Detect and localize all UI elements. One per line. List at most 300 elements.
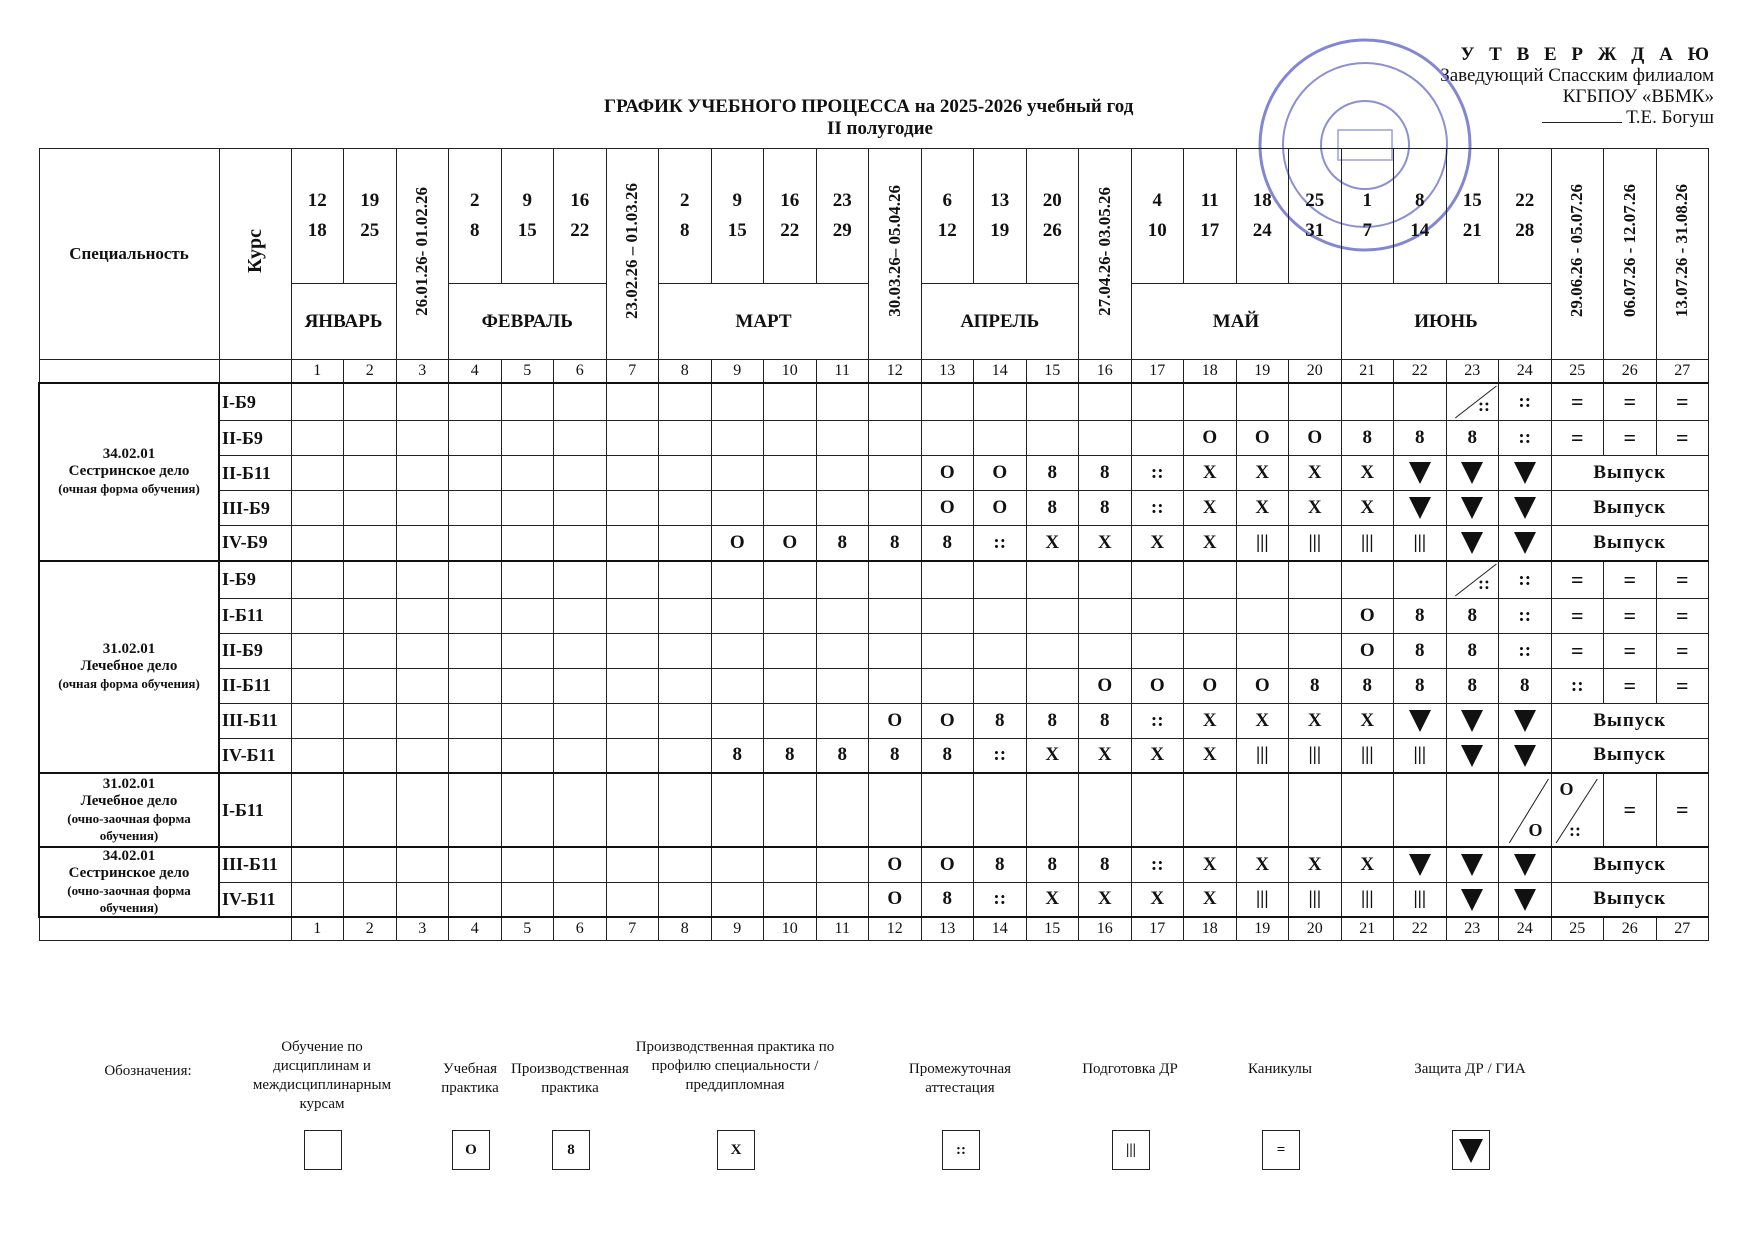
- schedule-cell: ::: [1131, 491, 1184, 526]
- schedule-cell: [606, 773, 659, 847]
- schedule-cell: [659, 847, 712, 882]
- schedule-cell: [501, 456, 554, 491]
- defense-marker: [1409, 462, 1431, 484]
- schedule-cell: O: [869, 847, 922, 882]
- schedule-cell: [554, 456, 607, 491]
- schedule-cell: [711, 491, 764, 526]
- schedule-cell: [344, 882, 397, 917]
- schedule-cell: O: [869, 882, 922, 917]
- schedule-cell: 8: [974, 703, 1027, 738]
- column-number: 17: [1131, 360, 1184, 384]
- schedule-cell: [1289, 773, 1342, 847]
- column-number: 18: [1184, 917, 1237, 941]
- header-week-dates: 2 8: [449, 149, 502, 284]
- schedule-cell: [554, 773, 607, 847]
- schedule-cell: [291, 668, 344, 703]
- schedule-cell: ::: [1446, 383, 1499, 421]
- schedule-cell: X: [1341, 456, 1394, 491]
- course-cell: III-Б9: [219, 491, 291, 526]
- column-number: 9: [711, 917, 764, 941]
- specialty-cell: [39, 773, 219, 847]
- legend-symbol: О: [452, 1130, 490, 1170]
- header-specialty: Специальность: [39, 149, 219, 360]
- schedule-cell: ::: [1499, 598, 1552, 633]
- schedule-cell: |||: [1289, 882, 1342, 917]
- schedule-cell: [1079, 383, 1132, 421]
- schedule-cell: [711, 598, 764, 633]
- schedule-cell: [974, 773, 1027, 847]
- course-cell: III-Б11: [219, 703, 291, 738]
- schedule-cell: [501, 526, 554, 561]
- legend-label: Производственная практика по профилю специальности / преддипломная: [635, 1039, 835, 1093]
- schedule-cell: ::: [1131, 847, 1184, 882]
- schedule-cell: ::: [1131, 456, 1184, 491]
- schedule-cell: [396, 668, 449, 703]
- course-cell: IV-Б9: [219, 526, 291, 561]
- specialty-code: 31.02.01: [102, 641, 156, 658]
- specialty-name: Сестринское дело: [68, 865, 190, 881]
- schedule-cell: =: [1551, 421, 1604, 456]
- schedule-cell: [921, 383, 974, 421]
- schedule-cell: |||: [1289, 526, 1342, 561]
- schedule-cell: [449, 383, 502, 421]
- schedule-cell: [711, 421, 764, 456]
- schedule-cell: O: [1341, 633, 1394, 668]
- header-week-dates: 1 7: [1341, 149, 1394, 284]
- schedule-cell: [396, 882, 449, 917]
- schedule-cell: X: [1184, 703, 1237, 738]
- legend-label: Каникулы: [1248, 1061, 1312, 1077]
- schedule-cell: O: [921, 491, 974, 526]
- defense-marker: [1461, 497, 1483, 519]
- defense-marker: [1461, 745, 1483, 767]
- schedule-cell: [711, 456, 764, 491]
- schedule-cell: [1394, 383, 1447, 421]
- header-month-mar: МАРТ: [659, 284, 869, 360]
- column-number: 20: [1289, 917, 1342, 941]
- schedule-cell: [1079, 633, 1132, 668]
- defense-marker: [1514, 710, 1536, 732]
- header-week-range: 06.07.26 - 12.07.26: [1604, 149, 1657, 360]
- specialty-form: (очно-заочная форма обучения): [67, 883, 191, 915]
- legend-label: Промежуточная аттестация: [908, 1061, 1012, 1096]
- schedule-cell: O: [1184, 421, 1237, 456]
- schedule-cell: =: [1604, 421, 1657, 456]
- schedule-cell: [1446, 456, 1499, 491]
- column-number: 4: [449, 360, 502, 384]
- schedule-cell: [501, 598, 554, 633]
- graduation-cell: Выпуск: [1551, 526, 1709, 561]
- legend-symbol: [304, 1130, 342, 1170]
- schedule-cell: O: [921, 703, 974, 738]
- header-month-jan: ЯНВАРЬ: [291, 284, 396, 360]
- column-number: 23: [1446, 917, 1499, 941]
- schedule-cell: [869, 491, 922, 526]
- schedule-cell: [449, 847, 502, 882]
- schedule-cell: O: [1236, 668, 1289, 703]
- column-number: 10: [764, 917, 817, 941]
- schedule-cell: [1184, 598, 1237, 633]
- schedule-cell: [921, 598, 974, 633]
- schedule-cell: [344, 456, 397, 491]
- schedule-cell: [974, 561, 1027, 599]
- schedule-cell: X: [1236, 456, 1289, 491]
- column-number: 13: [921, 917, 974, 941]
- header-month-apr: АПРЕЛЬ: [921, 284, 1079, 360]
- course-cell: I-Б11: [219, 598, 291, 633]
- schedule-cell: [449, 773, 502, 847]
- schedule-cell: [659, 598, 712, 633]
- schedule-cell: [606, 456, 659, 491]
- schedule-cell: [344, 561, 397, 599]
- schedule-cell: [1236, 561, 1289, 599]
- schedule-cell: |||: [1394, 882, 1447, 917]
- numbers-spacer: [39, 917, 291, 941]
- column-number: 2: [344, 917, 397, 941]
- approval-title: У Т В Е Р Ж Д А Ю: [1460, 44, 1714, 65]
- header-week-dates: 20 26: [1026, 149, 1079, 284]
- schedule-cell: [1079, 421, 1132, 456]
- column-number: 1: [291, 917, 344, 941]
- header-week-dates: 16 22: [554, 149, 607, 284]
- schedule-cell: [1446, 847, 1499, 882]
- schedule-cell: [1184, 633, 1237, 668]
- defense-marker: [1514, 889, 1536, 911]
- schedule-cell: [1499, 526, 1552, 561]
- schedule-cell: [816, 847, 869, 882]
- column-number: 7: [606, 360, 659, 384]
- schedule-cell: [554, 668, 607, 703]
- schedule-cell: [344, 633, 397, 668]
- course-cell: II-Б11: [219, 456, 291, 491]
- header-week-dates: 15 21: [1446, 149, 1499, 284]
- signature-line: [1542, 122, 1622, 123]
- header-week-dates: 19 25: [344, 149, 397, 284]
- schedule-cell: [869, 633, 922, 668]
- schedule-cell: [344, 383, 397, 421]
- graduation-cell: Выпуск: [1551, 738, 1709, 773]
- schedule-cell: [606, 598, 659, 633]
- schedule-cell: O: [869, 703, 922, 738]
- schedule-cell: 8: [764, 738, 817, 773]
- schedule-cell: O: [921, 456, 974, 491]
- column-number: 1: [291, 360, 344, 384]
- schedule-cell: O: [1341, 598, 1394, 633]
- schedule-cell: [1446, 882, 1499, 917]
- specialty-cell: [39, 847, 219, 917]
- schedule-cell: [501, 703, 554, 738]
- schedule-cell: 8: [1394, 668, 1447, 703]
- approval-line-1: Заведующий Спасским филиалом: [1440, 65, 1714, 86]
- schedule-cell: [764, 383, 817, 421]
- legend-symbol: [1452, 1130, 1490, 1170]
- schedule-cell: [659, 703, 712, 738]
- schedule-cell: =: [1604, 561, 1657, 599]
- schedule-cell: [816, 882, 869, 917]
- header-week-range: 29.06.26 - 05.07.26: [1551, 149, 1604, 360]
- schedule-cell: [554, 633, 607, 668]
- schedule-cell: [291, 491, 344, 526]
- schedule-cell: ::: [974, 738, 1027, 773]
- schedule-cell: [606, 847, 659, 882]
- schedule-cell: [921, 668, 974, 703]
- schedule-cell: |||: [1341, 738, 1394, 773]
- legend-symbol: =: [1262, 1130, 1300, 1170]
- specialty-form: (очная форма обучения): [58, 676, 200, 692]
- header-week-dates: 6 12: [921, 149, 974, 284]
- specialty-code: 34.02.01: [102, 848, 156, 864]
- schedule-cell: =: [1551, 561, 1604, 599]
- column-number: 24: [1499, 360, 1552, 384]
- schedule-cell: ::: [974, 882, 1027, 917]
- schedule-cell: X: [1236, 847, 1289, 882]
- schedule-cell: [974, 421, 1027, 456]
- schedule-cell: [1026, 773, 1079, 847]
- column-number: 7: [606, 917, 659, 941]
- schedule-cell: [1446, 703, 1499, 738]
- schedule-cell: [659, 882, 712, 917]
- defense-marker: [1514, 462, 1536, 484]
- schedule-cell: [396, 703, 449, 738]
- schedule-cell: [921, 561, 974, 599]
- schedule-cell: 8: [921, 526, 974, 561]
- graduation-cell: Выпуск: [1551, 847, 1709, 882]
- schedule-cell: [344, 598, 397, 633]
- schedule-cell: [291, 526, 344, 561]
- column-number: 19: [1236, 360, 1289, 384]
- schedule-cell: [291, 598, 344, 633]
- specialty-code: 34.02.01: [102, 446, 156, 463]
- schedule-cell: |||: [1341, 526, 1394, 561]
- header-week-dates: 8 14: [1394, 149, 1447, 284]
- defense-marker: [1514, 497, 1536, 519]
- column-number: 14: [974, 360, 1027, 384]
- schedule-cell: [396, 421, 449, 456]
- schedule-cell: [659, 633, 712, 668]
- schedule-cell: [396, 847, 449, 882]
- schedule-cell: [1131, 561, 1184, 599]
- schedule-cell: [606, 421, 659, 456]
- defense-marker: [1514, 745, 1536, 767]
- schedule-cell: [554, 738, 607, 773]
- schedule-cell: [659, 773, 712, 847]
- schedule-cell: [344, 668, 397, 703]
- schedule-cell: [1499, 456, 1552, 491]
- column-number: 13: [921, 360, 974, 384]
- schedule-cell: 8: [1341, 421, 1394, 456]
- document-subtitle: II полугодие: [827, 118, 933, 139]
- schedule-cell: [974, 633, 1027, 668]
- legend-label: Подготовка ДР: [1082, 1061, 1178, 1077]
- schedule-cell: [396, 526, 449, 561]
- document-title: ГРАФИК УЧЕБНОГО ПРОЦЕССА на 2025-2026 учебный год: [604, 96, 1134, 117]
- schedule-cell: [1394, 561, 1447, 599]
- column-number: 5: [501, 360, 554, 384]
- schedule-cell: 8: [921, 738, 974, 773]
- header-week-dates: 11 17: [1184, 149, 1237, 284]
- schedule-cell: |||: [1236, 882, 1289, 917]
- schedule-cell: [711, 668, 764, 703]
- schedule-cell: [344, 738, 397, 773]
- schedule-cell: =: [1551, 633, 1604, 668]
- schedule-cell: [449, 421, 502, 456]
- schedule-cell: [711, 882, 764, 917]
- schedule-cell: 8: [1446, 421, 1499, 456]
- schedule-cell: [291, 456, 344, 491]
- schedule-cell: O: [921, 847, 974, 882]
- schedule-cell: X: [1131, 526, 1184, 561]
- column-number: 18: [1184, 360, 1237, 384]
- header-month-may: МАЙ: [1131, 284, 1341, 360]
- legend-label: Производственная практика: [511, 1061, 629, 1096]
- schedule-cell: 8: [816, 526, 869, 561]
- schedule-cell: [1499, 703, 1552, 738]
- schedule-cell: [869, 598, 922, 633]
- schedule-cell: [344, 526, 397, 561]
- schedule-cell: [711, 633, 764, 668]
- schedule-cell: [501, 633, 554, 668]
- schedule-cell: [816, 383, 869, 421]
- schedule-cell: [659, 491, 712, 526]
- course-cell: I-Б9: [219, 561, 291, 599]
- schedule-cell: X: [1289, 456, 1342, 491]
- schedule-cell: [1131, 598, 1184, 633]
- column-number: 16: [1079, 917, 1132, 941]
- schedule-cell: [501, 847, 554, 882]
- specialty-name: Сестринское дело: [68, 463, 190, 480]
- defense-marker: [1514, 532, 1536, 554]
- column-number: 10: [764, 360, 817, 384]
- schedule-cell: [291, 421, 344, 456]
- schedule-cell: [1341, 561, 1394, 599]
- schedule-cell: [449, 491, 502, 526]
- schedule-cell: X: [1079, 526, 1132, 561]
- schedule-cell: [501, 421, 554, 456]
- schedule-cell: [1131, 773, 1184, 847]
- schedule-cell: [396, 738, 449, 773]
- schedule-cell: 8: [1341, 668, 1394, 703]
- approval-name: Т.Е. Богуш: [1626, 107, 1714, 128]
- column-number: 11: [816, 917, 869, 941]
- schedule-cell: X: [1131, 738, 1184, 773]
- schedule-cell: X: [1079, 882, 1132, 917]
- defense-marker: [1461, 462, 1483, 484]
- schedule-cell: [1394, 703, 1447, 738]
- schedule-cell: [816, 421, 869, 456]
- schedule-cell: [1026, 633, 1079, 668]
- schedule-cell: [606, 561, 659, 599]
- schedule-cell: X: [1184, 847, 1237, 882]
- column-number: 3: [396, 917, 449, 941]
- column-number: 24: [1499, 917, 1552, 941]
- column-number: 22: [1394, 917, 1447, 941]
- schedule-cell: X: [1236, 491, 1289, 526]
- schedule-cell: [659, 738, 712, 773]
- schedule-cell: 8: [1394, 598, 1447, 633]
- schedule-cell: [449, 526, 502, 561]
- schedule-cell: X: [1184, 738, 1237, 773]
- schedule-cell: 8: [1394, 421, 1447, 456]
- specialty-name: Лечебное дело: [80, 658, 178, 675]
- schedule-cell: [606, 383, 659, 421]
- schedule-cell: 8: [1394, 633, 1447, 668]
- column-number: 15: [1026, 360, 1079, 384]
- schedule-cell: O: [974, 491, 1027, 526]
- column-number: 4: [449, 917, 502, 941]
- schedule-cell: [606, 633, 659, 668]
- schedule-cell: [396, 383, 449, 421]
- schedule-cell: [449, 668, 502, 703]
- schedule-cell: [1289, 561, 1342, 599]
- schedule-cell: [396, 773, 449, 847]
- schedule-cell: [1184, 383, 1237, 421]
- schedule-cell: [554, 847, 607, 882]
- schedule-cell: [764, 882, 817, 917]
- defense-marker: [1409, 710, 1431, 732]
- schedule-cell: [1236, 383, 1289, 421]
- schedule-cell: [1026, 421, 1079, 456]
- schedule-cell: X: [1289, 491, 1342, 526]
- schedule-cell: [869, 383, 922, 421]
- legend-symbol: 8: [552, 1130, 590, 1170]
- schedule-cell: [921, 633, 974, 668]
- column-number: 16: [1079, 360, 1132, 384]
- schedule-cell: [1394, 773, 1447, 847]
- course-cell: III-Б11: [219, 847, 291, 882]
- schedule-cell: =: [1604, 598, 1657, 633]
- schedule-cell: 8: [974, 847, 1027, 882]
- schedule-cell: [344, 703, 397, 738]
- schedule-cell: [291, 738, 344, 773]
- schedule-cell: =: [1604, 383, 1657, 421]
- schedule-cell: [711, 773, 764, 847]
- schedule-cell: [1026, 383, 1079, 421]
- schedule-cell: [659, 526, 712, 561]
- column-number: 11: [816, 360, 869, 384]
- schedule-cell: [1446, 773, 1499, 847]
- schedule-cell: [554, 383, 607, 421]
- schedule-cell: [1341, 383, 1394, 421]
- column-number: 27: [1656, 360, 1709, 384]
- specialty-form: (очно-заочная форма обучения): [67, 811, 191, 843]
- schedule-cell: [1446, 491, 1499, 526]
- schedule-cell: [1026, 598, 1079, 633]
- schedule-cell: |||: [1236, 738, 1289, 773]
- legend-label: Учебная практика: [441, 1061, 499, 1096]
- defense-marker: [1461, 532, 1483, 554]
- column-number: 21: [1341, 360, 1394, 384]
- schedule-cell: [554, 703, 607, 738]
- schedule-cell: O: [764, 526, 817, 561]
- schedule-cell: [1131, 383, 1184, 421]
- defense-marker: [1461, 854, 1483, 876]
- column-number: 12: [869, 360, 922, 384]
- header-week-dates: 4 10: [1131, 149, 1184, 284]
- schedule-cell: [449, 561, 502, 599]
- schedule-cell: [921, 421, 974, 456]
- schedule-cell: [449, 598, 502, 633]
- schedule-cell: [396, 598, 449, 633]
- header-week-range: 23.02.26 – 01.03.26: [606, 149, 659, 360]
- schedule-cell: [816, 598, 869, 633]
- schedule-cell: ::: [1499, 383, 1552, 421]
- schedule-cell: 8: [1079, 491, 1132, 526]
- header-week-dates: 13 19: [974, 149, 1027, 284]
- defense-marker: [1409, 497, 1431, 519]
- specialty-form: (очная форма обучения): [58, 481, 200, 497]
- schedule-cell: 8: [1446, 668, 1499, 703]
- legend-title: Обозначения:: [104, 1063, 192, 1079]
